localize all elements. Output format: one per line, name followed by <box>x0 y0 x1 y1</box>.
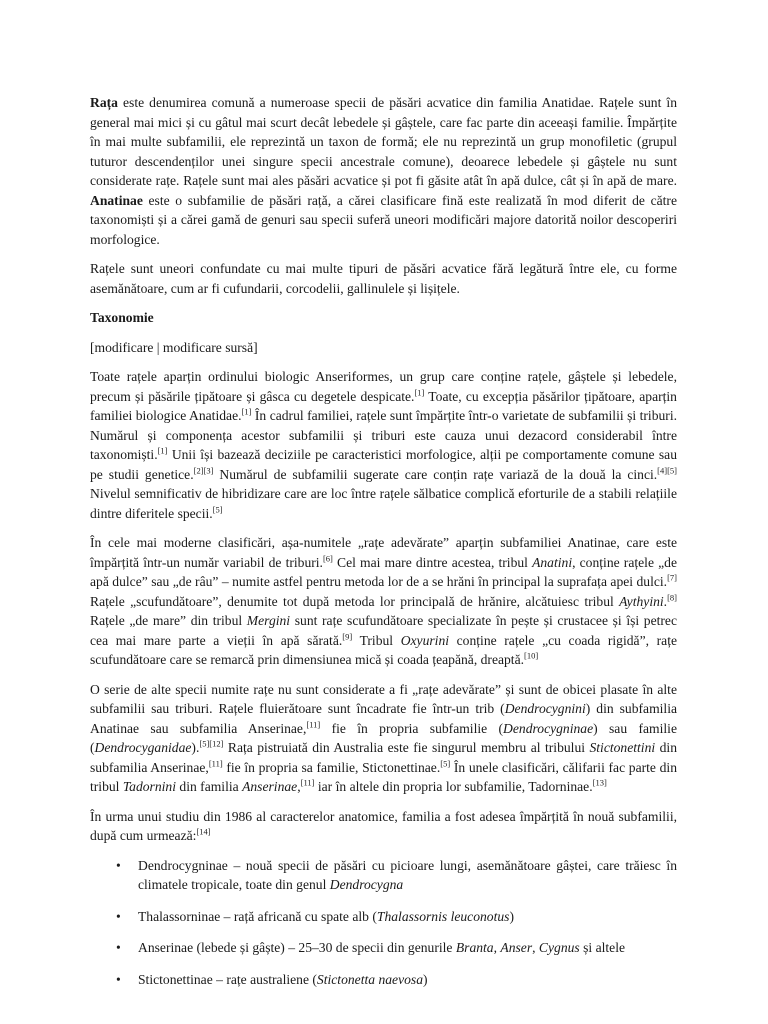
list-item <box>138 907 677 927</box>
citation-ref: [5][12] <box>199 738 224 749</box>
italic-term: Branta <box>455 940 494 955</box>
citation-ref: [10] <box>524 650 539 661</box>
citation-ref: [4][5] <box>657 464 677 475</box>
text-run: conține rațele „cu coada rigidă”, rațe scufundătoare care se remarcă prin dimensiunea mică și coada țeapănă, dreaptă. <box>90 632 678 667</box>
text-run: Rațele „scufundătoare”, denumite tot după metoda lor principală de hrănire, alcătuiesc tribul <box>90 593 620 609</box>
text-run: Dendrocygninae – nouă specii de păsări cu picioare lungi, asemănătoare gâștei, care trăiesc în climatele tropicale, toate din genul <box>138 857 677 892</box>
list-item <box>138 856 677 895</box>
text-run: Rața pistruiată din Australia este fie singurul membru al tribului <box>223 740 590 755</box>
italic-term: Dendrocyganidae <box>94 740 192 755</box>
citation-ref: [2][3] <box>193 464 214 475</box>
citation-ref: [7] <box>667 572 677 583</box>
citation-ref: [11] <box>208 757 223 768</box>
text-run: ) sau familie ( <box>90 720 677 755</box>
text-run: din familia <box>176 779 243 794</box>
text-run: este denumirea comună a numeroase specii de păsări acvatice din familia Anatidae. Rațele sunt în general mai mici și cu gâtul mai scurt decât lebedele și gâștele, care fac parte din aceeași familie. Împărțite în mai multe subfamilii, ele reprezintă un taxon de formă; ele nu reprezintă un grup monofiletic (grupul tuturor descendenților unei singure specii ancestrale comune), deoarece lebedele și gâștele nu sunt considerate rațe. Rațele sunt mai ales păsări acvatice și pot fi găsite atât în apă dulce, cât și în apă de mare. <box>90 95 677 188</box>
text-run: Tribul <box>352 632 401 648</box>
intro-paragraph-2 <box>90 259 677 298</box>
citation-ref: [9] <box>342 630 353 641</box>
citation-ref: [13] <box>592 777 607 788</box>
text-run: este o subfamilie de păsări rață, a cărei clasificare fină este realizată în mod diferit de către taxonomiști și a cărei gamă de genuri sau specii suferă uneori modificări majore datorită noilor descoperiri morfologice. <box>90 192 677 247</box>
citation-ref: [8] <box>667 591 677 602</box>
citation-ref: [5] <box>440 757 451 768</box>
text-run: Stictonettinae – rațe australiene ( <box>138 971 317 987</box>
text-run: fie în propria subfamilie ( <box>320 720 504 736</box>
citation-ref: [14] <box>196 826 211 837</box>
bold-term: Anatinae <box>90 192 143 208</box>
text-run: , <box>493 940 501 955</box>
section-heading-taxonomy: Taxonomie <box>90 310 154 325</box>
italic-term: Anatini <box>532 554 573 570</box>
text-run: . <box>663 593 668 609</box>
subfamily-list <box>90 856 677 990</box>
citation-ref: [6] <box>322 552 333 563</box>
italic-term: Anserinae <box>242 779 298 794</box>
text-run: Toate, cu excepția păsărilor țipătoare, aparțin familiei biologice Anatidae. <box>90 388 677 423</box>
italic-term: Stictonetta naevosa <box>316 971 424 987</box>
italic-term: Anser <box>500 940 533 955</box>
taxonomy-paragraph-3 <box>90 680 677 797</box>
text-run: Unii își bazează deciziile pe caracteristici morfologice, alții pe comportamente comune sau pe studii genetice. <box>90 447 677 482</box>
italic-term: Thalassornis leuconotus <box>376 908 510 924</box>
text-run: O serie de alte specii numite rațe nu sunt considerate a fi „rațe adevărate” și sunt de obicei plasate în alte subfamilii sau triburi. Rațele fluierătoare sunt încadrate fie într-un trib ( <box>90 681 677 716</box>
text-run: Rațele „de mare” din tribul <box>90 613 247 628</box>
list-item <box>138 970 677 990</box>
text-run: ) din subfamilia Anatinae sau subfamilia Anserinae, <box>90 701 678 736</box>
text-run: , <box>297 779 301 794</box>
text-run: , <box>532 940 539 955</box>
text-run: În cele mai moderne clasificări, așa-numitele „rațe adevărate” aparțin subfamiliei Anatinae, care este împărțită într-un număr variabil de triburi. <box>90 535 677 570</box>
text-run: sunt rațe scufundătoare specializate în pește și crustacee și își petrec cea mai mare parte a vieții în apă sărată. <box>90 613 677 648</box>
section-edit-links: [modificare | modificare sursă] <box>90 339 258 355</box>
text-run: iar în altele din propria lor subfamilie, Tadorninae. <box>314 779 593 794</box>
italic-term: Dendrocygninae <box>503 720 594 736</box>
italic-term: Dendrocygnini <box>504 701 586 716</box>
taxonomy-paragraph-4 <box>90 807 677 846</box>
text-run: În cadrul familiei, rațele sunt împărțite într-o varietate de subfamilii și triburi. Numărul și componența acestor subfamilii și triburi este cauza unui dezacord considerabil între taxonomiști. <box>90 408 677 462</box>
text-run: În unele clasificări, călifarii fac parte din tribul <box>90 759 677 794</box>
italic-term: Aythyini <box>619 593 664 609</box>
text-run: Nivelul semnificativ de hibridizare care are loc între rațele sălbatice complică eforturile de a stabili relațiile dintre diferitele specii. <box>90 486 677 521</box>
text-run: Thalassorninae – rață africană cu spate alb ( <box>138 908 377 924</box>
text-run: și altele <box>579 940 625 955</box>
text-run: ). <box>191 740 200 755</box>
text-run: Rațele sunt uneori confundate cu mai multe tipuri de păsări acvatice fără legătură între ele, cu forme asemănătoare, cum ar fi cufundarii, corcodelii, gallinulele și lișițele. <box>90 261 677 296</box>
citation-ref: [11] <box>300 777 315 788</box>
text-run: fie în propria sa familie, Stictonettinae. <box>222 759 441 775</box>
italic-term: Mergini <box>246 613 291 628</box>
intro-paragraph-1 <box>90 93 677 249</box>
citation-ref: [1] <box>241 406 252 417</box>
text-run: ) <box>423 971 428 987</box>
text-run: , conține rațele „de apă dulce” sau „de râu” – numite astfel pentru metoda lor de a se hrăni în principal la suprafața apei dulci. <box>90 554 677 589</box>
text-run: Numărul de subfamilii sugerate care conțin rațe variază de la două la cinci. <box>213 466 658 482</box>
text-run: Cel mai mare dintre acestea, tribul <box>332 554 533 570</box>
citation-ref: [11] <box>306 718 321 729</box>
text-run: Anserinae (lebede și gâște) – 25–30 de specii din genurile <box>138 940 456 955</box>
citation-ref: [1] <box>414 386 425 397</box>
taxonomy-paragraph-1 <box>90 367 677 523</box>
italic-term: Tadornini <box>122 779 176 794</box>
bold-term: Rața <box>90 95 118 110</box>
text-run: din subfamilia Anserinae, <box>90 740 677 775</box>
italic-term: Dendrocygna <box>329 877 404 892</box>
citation-ref: [5] <box>212 503 223 514</box>
text-run: Toate rațele aparțin ordinului biologic Anseriformes, un grup care conține rațele, gâștele și lebedele, precum și păsările țipătoare și gâsca cu degetele despicate. <box>90 369 677 404</box>
italic-term: Stictonettini <box>589 740 656 755</box>
text-run: ) <box>509 908 514 924</box>
citation-ref: [1] <box>157 445 168 456</box>
list-item <box>138 938 677 958</box>
taxonomy-paragraph-2 <box>90 533 677 670</box>
italic-term: Oxyurini <box>400 632 450 648</box>
italic-term: Cygnus <box>538 940 580 955</box>
text-run: În urma unui studiu din 1986 al caracterelor anatomice, familia a fost adesea împărțită în nouă subfamilii, după cum urmează: <box>90 808 677 843</box>
